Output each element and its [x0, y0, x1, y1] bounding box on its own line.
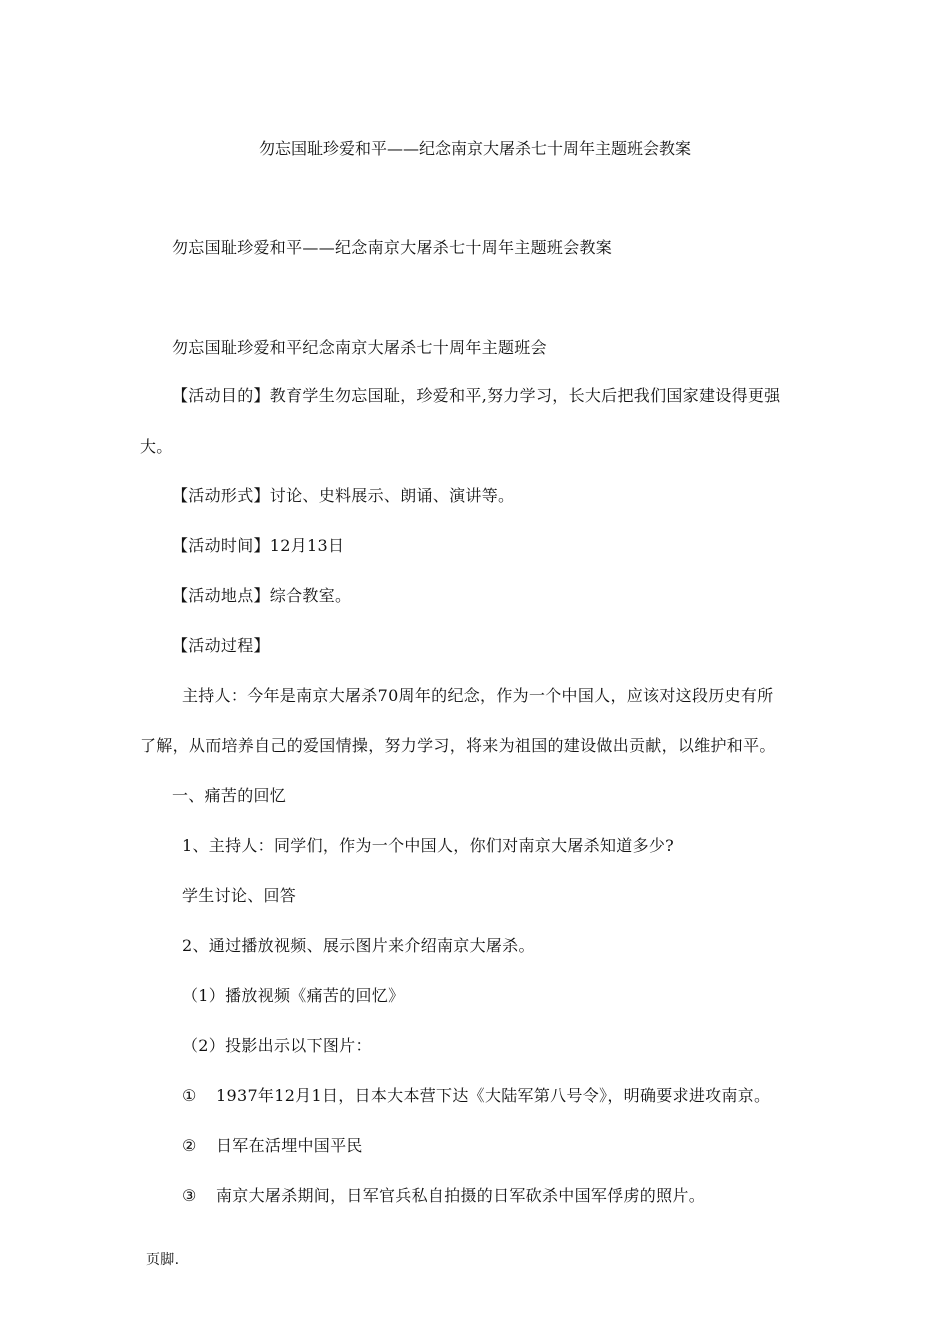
activity-form: 【活动形式】讨论、史料展示、朗诵、演讲等。 — [172, 486, 515, 505]
point-marker: ③ — [182, 1186, 197, 1205]
item-two: 2、通过播放视频、展示图片来介绍南京大屠杀。 — [182, 936, 535, 955]
point-three — [182, 1186, 705, 1206]
purpose-line-1: 【活动目的】教育学生勿忘国耻，珍爱和平,努力学习，长大后把我们国家建设得更强 — [172, 386, 781, 405]
point-two — [182, 1136, 363, 1156]
purpose-line-2: 大。 — [140, 437, 173, 456]
host-line-1: 主持人：今年是南京大屠杀70周年的纪念，作为一个中国人，应该对这段历史有所 — [182, 686, 774, 705]
page-title: 勿忘国耻珍爱和平——纪念南京大屠杀七十周年主题班会教案 — [258, 139, 691, 158]
item-one: 1、主持人：同学们，作为一个中国人，你们对南京大屠杀知道多少? — [182, 836, 675, 855]
point-text: 南京大屠杀期间，日军官兵私自拍摄的日军砍杀中国军俘虏的照片。 — [216, 1186, 706, 1205]
subtitle: 勿忘国耻珍爱和平——纪念南京大屠杀七十周年主题班会教案 — [172, 238, 613, 257]
section-one: 一、痛苦的回忆 — [172, 786, 287, 805]
sub-item-one: （1）播放视频《痛苦的回忆》 — [182, 986, 405, 1005]
section-heading: 勿忘国耻珍爱和平纪念南京大屠杀七十周年主题班会 — [172, 338, 547, 357]
point-text: 日军在活埋中国平民 — [216, 1136, 363, 1155]
activity-time: 【活动时间】12月13日 — [172, 536, 345, 555]
point-marker: ① — [182, 1086, 197, 1105]
point-one — [182, 1086, 770, 1106]
sub-item-two: （2）投影出示以下图片： — [182, 1036, 372, 1055]
host-line-2: 了解，从而培养自己的爱国情操，努力学习，将来为祖国的建设做出贡献，以维护和平。 — [140, 736, 776, 755]
point-text: 1937年12月1日，日本大本营下达《大陆军第八号令》，明确要求进攻南京。 — [216, 1086, 771, 1105]
page-footer: 页脚. — [146, 1252, 180, 1268]
point-marker: ② — [182, 1136, 197, 1155]
activity-place: 【活动地点】综合教室。 — [172, 586, 352, 605]
item-one-answer: 学生讨论、回答 — [182, 886, 297, 905]
activity-process: 【活动过程】 — [172, 636, 270, 655]
